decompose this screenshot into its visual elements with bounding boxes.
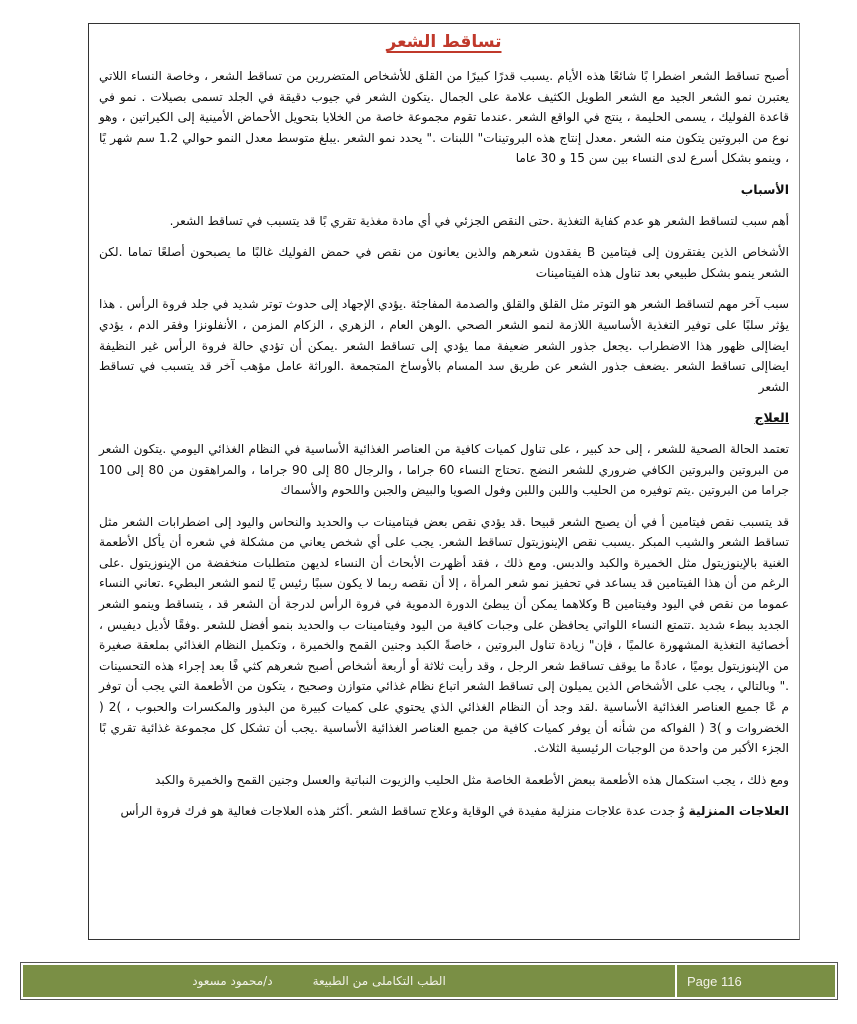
footer-title-cell <box>23 965 675 997</box>
page-footer <box>20 962 838 1000</box>
footer-book-title: الطب التكاملى من الطبيعة <box>312 974 446 988</box>
page-title: تساقط الشعر <box>386 32 502 52</box>
footer-page-number: Page 116 <box>687 973 742 989</box>
treatment-paragraph-3: ومع ذلك ، يجب استكمال هذه الأطعمة ببعض الأطعمة الخاصة مثل الحليب والزيوت النباتية والعسل وجنين القمح والخميرة والكبد <box>155 772 789 787</box>
footer-bar <box>23 965 835 997</box>
treatment-paragraph-1: تعتمد الحالة الصحية للشعر ، إلى حد كبير ، على تناول كميات كافية من العناصر الغذائية الأساسية في النظام الغذائي اليومي .يتكون الشعر من البروتين والبروتين الكافي ضروري للشعر النضج .تحتاج النساء 60 جراما ، والرجال 80 إلى 90 جراما ، والمراهقون من 80 إلى 100 جراما من البروتين .يتم توفيره من الحليب واللبن واللبن وفول الصويا والبيض والجبن واللحوم والأسماك <box>99 441 789 498</box>
home-remedies-paragraph <box>99 801 789 822</box>
footer-author: د/محمود مسعود <box>192 974 273 988</box>
page-content-frame <box>88 23 800 940</box>
causes-paragraph-2: الأشخاص الذين يفتقرون إلى فيتامين B يفقدون شعرهم والذين يعانون من نقص في حمض الفوليك غالبًا ما يصبحون أصلعًا تماما .لكن الشعر ينمو بشكل طبيعي بعد تناول هذه الفيتامينات <box>99 245 789 280</box>
home-remedies-text: وُ جدت عدة علاجات منزلية مفيدة في الوقاية وعلاج تساقط الشعر .أكثر هذه العلاجات فعالية هو فرك فروة الرأس <box>120 804 689 819</box>
causes-paragraph-1: أهم سبب لتساقط الشعر هو عدم كفاية التغذية .حتى النقص الجزئي في أي مادة مغذية تقري بًا قد يتسبب في تساقط الشعر. <box>169 213 789 228</box>
intro-paragraph: أصبح تساقط الشعر اضطرا بًا شائعًا هذه الأيام .يسبب قدرًا كبيرًا من القلق للأشخاص المتضررين من تساقط الشعر ، وخاصة النساء اللاتي يعتبرن نمو الشعر الجيد مع الشعر الطويل الكثيف علامة على الجمال .يتكون الشعر في جيوب دقيقة في الجلد تسمى بصيلات . نمو في قاعدة الفوليك ، يسمى الحليمة ، ينتج في الواقع الشعر .عندما تقوم مجموعة خاصة من الخلايا بتحويل الأحماض الأمينية إلى الكيراتين ، وهو نوع من البروتين يتكون منه الشعر .معدل إنتاج هذه البروتينات" اللبنات ." يحدد نمو الشعر .يبلغ متوسط معدل النمو حوالي 1.2 سم شهر يًا ، وينمو بشكل أسرع لدى النساء بين سن 15 و 30 عاما <box>99 69 789 166</box>
causes-heading: الأسباب <box>740 181 789 197</box>
treatment-heading: العلاج <box>754 410 789 426</box>
home-remedies-lead: العلاجات المنزلية <box>688 804 789 819</box>
causes-paragraph-3: سبب آخر مهم لتساقط الشعر هو التوتر مثل القلق والقلق والصدمة المفاجئة .يؤدي الإجهاد إلى حدوث توتر شديد في جلد فروة الرأس . هذا يؤثر سلبًا على توفير التغذية الأساسية اللازمة لنمو الشعر الصحي .الوهن العام ، الزهري ، الزكام المزمن ، الأنفلونزا وفقر الدم ، يؤدي ايضاإلى ظهور هذا الاضطراب .يجعل جذور الشعر ضعيفة مما يؤدي إلى تساقط الشعر .يمكن أن تؤدي حالة فروة الرأس غير النظيفة ايضاإلى تساقط الشعر .يضعف جذور الشعر عن طريق سد المسام بالأوساخ المتجمعة .الوراثة عامل مؤهب آخر قد يتسبب في تساقط الشعر <box>99 297 789 394</box>
treatment-paragraph-2: قد يتسبب نقص فيتامين أ في أن يصبح الشعر قبيحا .قد يؤدي نقص بعض فيتامينات ب والحديد والنحاس واليود إلى اضطرابات الشعر مثل تساقط الشعر والشيب المبكر .يسبب نقص الإينوزيتول تساقط الشعر. يجب على أي شخص يعاني من مشكلة في شعره أن يأكل الأطعمة الغنية بالإينوزيتول مثل الخميرة والكبد والدبس. ومع ذلك ، فقد أظهرت الأبحاث أن النساء لديهن متطلبات منخفضة من الإينوزيتول .على الرغم من أن هذا الفيتامين قد يساعد في تحفيز نمو شعر المرأة ، إلا أن نقصه ربما لا يكون سببًا رئيس يًا لنمو الشعر البطيء .تعاني النساء عموما من نقص في اليود وفيتامين B وكلاهما يمكن أن يبطئ الدورة الدموية في فروة الرأس لدرجة أن الشعر قد ، يتساقط وينمو الشعر الجديد ببطء شديد .تتمتع النساء اللواتي يحافظن على وجبات كافية من اليود وفيتامينات ب والحديد بنمو أفضل للشعر .وفقًا لأديل ديفيس ، أخصائية التغذية المشهورة عالميًا ، فإن" زيادة تناول البروتين ، خاصةً الكبد وجنين القمح والخميرة ، وتكميل النظام الغذائي بملعقة صغيرة من الإينوزيتول يوميًا ، عادةً ما يوقف تساقط شعر الرجل ، وقد رأيت ثلاثة أو أربعة أشخاص أصبح شعرهم كثي فًا بعد إجراء هذه التحسينات ." وبالتالي ، يجب على الأشخاص الذين يميلون إلى تساقط الشعر اتباع نظام غذائي متوازن وصحيح ، يتكون من الأطعمة التي يجب أن توفر م عًا جميع العناصر الغذائية الأساسية .لقد وجد أن النظام الغذائي الذي يحتوي على كميات كبيرة من البذور والمكسرات والحبوب ، )2 ( الخضروات و )3 ( الفواكه من شأنه أن يوفر كميات كافية من جميع العناصر الغذائية الأساسية .يجب أن تشكل كل مجموعة غذائية تقري بًا الجزء الأكبر من واحدة من الوجبات الرئيسية الثلاث. <box>99 514 790 756</box>
document-body <box>89 24 799 822</box>
